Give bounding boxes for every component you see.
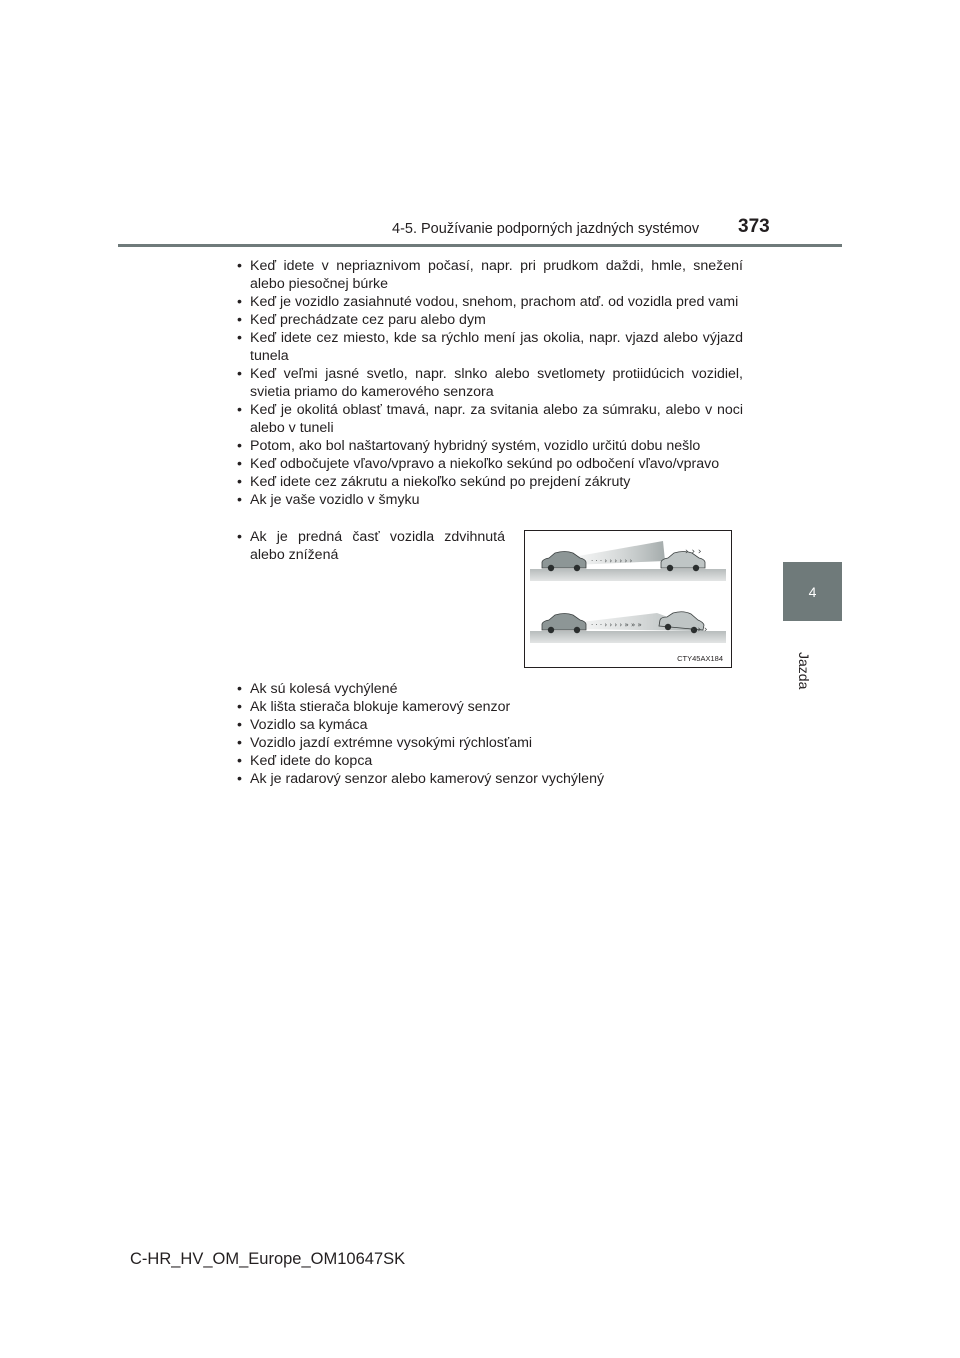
list-item: • Keď idete v nepriaznivom počasí, napr. pri prudkom daždi, hmle, snežení alebo piesočnej búrke: [237, 257, 743, 293]
radar-marks-top: · · · › › › › › ›: [591, 557, 633, 565]
conditions-list-bottom: [237, 680, 743, 788]
list-item: • Vozidlo sa kymáca: [237, 716, 743, 734]
conditions-list-figure: [237, 528, 505, 564]
chapter-tab: [783, 562, 842, 621]
list-item: • Ak lišta stierača blokuje kamerový senzor: [237, 698, 743, 716]
list-item: • Keď je vozidlo zasiahnuté vodou, snehom, prachom atď. od vozidla pred vami: [237, 293, 743, 311]
list-item: • Keď prechádzate cez paru alebo dym: [237, 311, 743, 329]
radar-waves-top: › › ›: [685, 547, 702, 557]
list-item: • Keď idete do kopca: [237, 752, 743, 770]
figure-code: CTY45AX184: [677, 654, 723, 663]
header-divider: [118, 244, 842, 247]
list-item: • Keď idete cez miesto, kde sa rýchlo mení jas okolia, napr. vjazd alebo výjazd tunela: [237, 329, 743, 365]
list-item: • Keď veľmi jasné svetlo, napr. slnko alebo svetlomety protiidúcich vozidiel, svietia priamo do kamerového senzora: [237, 365, 743, 401]
illustration-graphic: [525, 531, 731, 667]
section-title: 4-5. Používanie podporných jazdných systémov: [392, 221, 700, 237]
list-item: • Vozidlo jazdí extrémne vysokými rýchlosťami: [237, 734, 743, 752]
list-item: • Potom, ako bol naštartovaný hybridný systém, vozidlo určitú dobu nešlo: [237, 437, 743, 455]
list-item: • Ak je predná časť vozidla zdvihnutá alebo znížená: [237, 528, 505, 564]
document-id: C-HR_HV_OM_Europe_OM10647SK: [130, 1250, 406, 1268]
list-item: • Ak sú kolesá vychýlené: [237, 680, 743, 698]
conditions-list-top: [237, 257, 743, 509]
list-item: • Keď idete cez zákrutu a niekoľko sekúnd po prejdení zákruty: [237, 473, 743, 491]
car-rear-bottom: [542, 614, 586, 634]
chapter-label: Jazda: [796, 652, 812, 690]
vehicle-tilt-illustration: [524, 530, 732, 668]
list-item: • Keď je okolitá oblasť tmavá, napr. za svitania alebo za súmraku, alebo v noci alebo v tuneli: [237, 401, 743, 437]
radar-marks-bottom: · · · › › › › » » »: [591, 621, 642, 629]
list-item: • Keď odbočujete vľavo/vpravo a niekoľko sekúnd po odbočení vľavo/vpravo: [237, 455, 743, 473]
page-number: 373: [738, 216, 770, 237]
car-rear-top: [542, 552, 586, 572]
list-item: • Ak je vaše vozidlo v šmyku: [237, 491, 743, 509]
list-item: • Ak je radarový senzor alebo kamerový senzor vychýlený: [237, 770, 743, 788]
chapter-number: 4: [808, 584, 817, 600]
radar-waves-bottom: › › ›: [691, 625, 708, 635]
